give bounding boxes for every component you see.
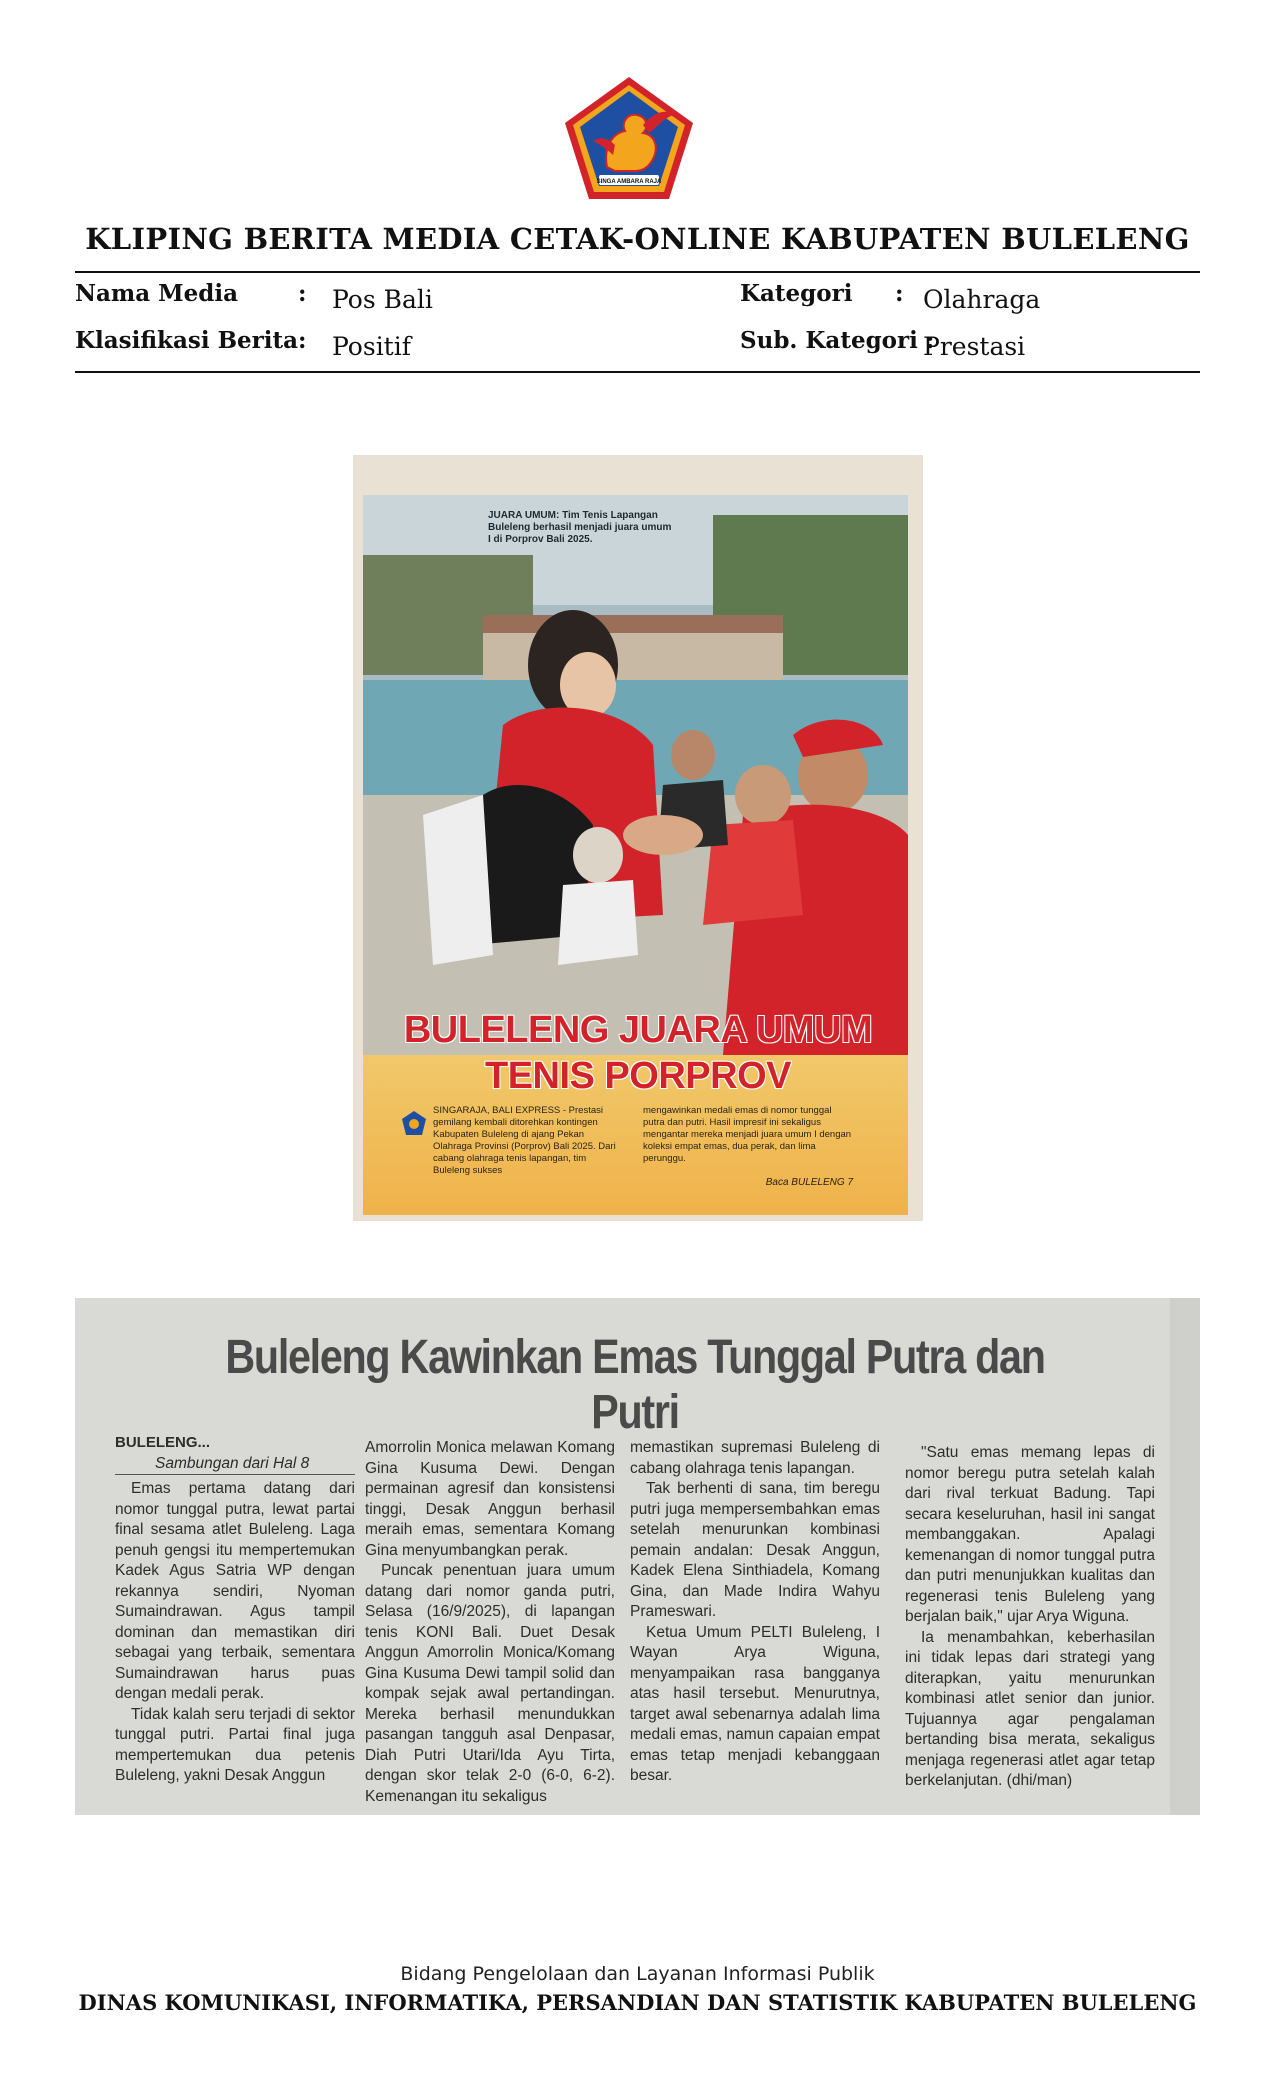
header-rule-top bbox=[75, 271, 1200, 273]
header-rule-bottom bbox=[75, 371, 1200, 373]
kabupaten-buleleng-logo bbox=[563, 75, 695, 201]
front-headline bbox=[353, 1007, 923, 1099]
column-4-paragraph-2: Ia menambahkan, keberhasilan ini tidak lepas dari strategi yang diterapkan, yaitu menurunkan kombinasi atlet senior dan junior. Tujuannya agar pengalaman bertanding bisa merata, sekaligus menjaga regenerasi atlet agar tetap berkelanjutan. (dhi/man) bbox=[905, 1628, 1155, 1789]
newspaper-clipping-front bbox=[353, 455, 923, 1221]
column-3-paragraph-2: Tak berhenti di sana, tim beregu putri juga mempersembahkan emas setelah menurunkan kombinasi pemain andalan: Desak Anggun, Kadek Elena Sinthiadela, Komang Gina, dan Made Indira Wahyu Prameswari. bbox=[630, 1480, 880, 1620]
media-label: Nama Media bbox=[75, 280, 238, 307]
column-1-paragraph-1: Emas pertama datang dari nomor tunggal putra, lewat partai final sesama atlet Buleleng. Laga penuh gengsi itu mempertemukan Kadek Agus Satria WP dengan rekannya sendiri, Nyoman Sumaindrawan. Agus tampil dominan dan memastikan diri sebagai yang terbaik, sementara Sumaindrawan harus puas dengan medali perak. bbox=[115, 1480, 355, 1702]
klasifikasi-label: Klasifikasi Berita bbox=[75, 327, 299, 354]
photo-caption: JUARA UMUM: Tim Tenis Lapangan Buleleng berhasil menjadi juara umum I di Porprov Bali 2025. bbox=[488, 510, 672, 545]
svg-text:SINGA AMBARA RAJA: SINGA AMBARA RAJA bbox=[596, 179, 662, 185]
subkategori-label: Sub. Kategori : bbox=[740, 327, 935, 354]
column-1-paragraph-2: Tidak kalah seru terjadi di sektor tunggal putri. Partai final juga mempertemukan dua petenis Buleleng, yakni Desak Anggun bbox=[115, 1705, 355, 1784]
bali-express-icon bbox=[401, 1110, 427, 1136]
adjacent-column-edge bbox=[1170, 1298, 1200, 1815]
article-continuation-note: Sambungan dari Hal 8 bbox=[115, 1454, 355, 1476]
front-lead-left: SINGARAJA, BALI EXPRESS - Prestasi gemilang kembali ditorehkan kontingen Kabupaten Buleleng di ajang Pekan Olahraga Provinsi (Porprov) Bali 2025. Dari cabang olahraga tenis lapangan, tim Buleleng sukses bbox=[433, 1105, 616, 1176]
kategori-colon: : bbox=[895, 280, 904, 307]
newspaper-clipping-article bbox=[75, 1298, 1200, 1815]
news-photo-illustration bbox=[363, 495, 908, 1055]
document-title: KLIPING BERITA MEDIA CETAK-ONLINE KABUPATEN BULELENG bbox=[85, 222, 1190, 256]
media-value: Pos Bali bbox=[332, 285, 433, 314]
column-2-paragraph-1: Amorrolin Monica melawan Komang Gina Kusuma Dewi. Dengan permainan agresif dan konsistensi tinggi, Desak Anggun berhasil meraih emas, sementara Komang Gina menyumbangkan perak. bbox=[365, 1439, 615, 1559]
klasifikasi-colon: : bbox=[298, 327, 307, 354]
klasifikasi-value: Positif bbox=[332, 332, 411, 361]
continued-reference: Baca BULELENG 7 bbox=[765, 1177, 853, 1188]
column-3-paragraph-3: Ketua Umum PELTI Buleleng, I Wayan Arya Wiguna, menyampaikan rasa bangganya atas hasil tersebut. Menurutnya, target awal sebenarnya adalah lima medali emas, namun capaian empat emas tetap menjadi kebanggaan besar. bbox=[630, 1623, 880, 1784]
footer-division: Bidang Pengelolaan dan Layanan Informasi Publik bbox=[400, 1963, 875, 1985]
article-column-1 bbox=[115, 1433, 355, 1787]
media-colon: : bbox=[298, 280, 307, 307]
column-2-paragraph-2: Puncak penentuan juara umum datang dari nomor ganda putri, Selasa (16/9/2025), di lapangan tenis KONI Bali. Duet Desak Anggun Amorrolin Monica/Komang Gina Kusuma Dewi tampil solid dan kompak sejak awal pertandingan. Mereka berhasil menundukkan pasangan tangguh asal Denpasar, Diah Putri Utari/Ida Ayu Tirta, dengan skor telak 2-0 (6-0, 6-2). Kemenangan itu sekaligus bbox=[365, 1562, 615, 1805]
kategori-value: Olahraga bbox=[923, 285, 1041, 314]
subkategori-value: Prestasi bbox=[923, 332, 1026, 361]
article-column-4 bbox=[905, 1443, 1155, 1792]
front-headline-line2: TENIS PORPROV bbox=[485, 1055, 791, 1097]
column-4-paragraph-1: "Satu emas memang lepas di nomor beregu putra setelah kalah dari rival terkuat Badung. Tapi secara keseluruhan, hasil ini sangat membanggakan. Apalagi kemenangan di nomor tunggal putra dan putri menunjukkan kualitas dan regenerasi tenis Buleleng yang berjalan baik," ujar Arya Wiguna. bbox=[905, 1444, 1155, 1625]
front-lead-right: mengawinkan medali emas di nomor tunggal putra dan putri. Hasil impresif ini sekaligus mengantar mereka menjadi juara umum I dengan koleksi empat emas, dua perak, dan lima perunggu. bbox=[643, 1105, 852, 1164]
article-column-3 bbox=[630, 1438, 880, 1787]
article-column-2 bbox=[365, 1438, 615, 1807]
column-3-paragraph-1: memastikan supremasi Buleleng di cabang olahraga tenis lapangan. bbox=[630, 1439, 880, 1477]
footer-agency: DINAS KOMUNIKASI, INFORMATIKA, PERSANDIAN DAN STATISTIK KABUPATEN BULELENG bbox=[78, 1990, 1197, 2015]
article-headline: Buleleng Kawinkan Emas Tunggal Putra dan Putri bbox=[225, 1331, 1045, 1439]
article-kicker: BULELENG... bbox=[115, 1434, 211, 1451]
news-photo bbox=[363, 495, 908, 1055]
front-headline-line1: BULELENG JUARA UMUM bbox=[403, 1009, 873, 1051]
kategori-label: Kategori bbox=[740, 280, 853, 307]
